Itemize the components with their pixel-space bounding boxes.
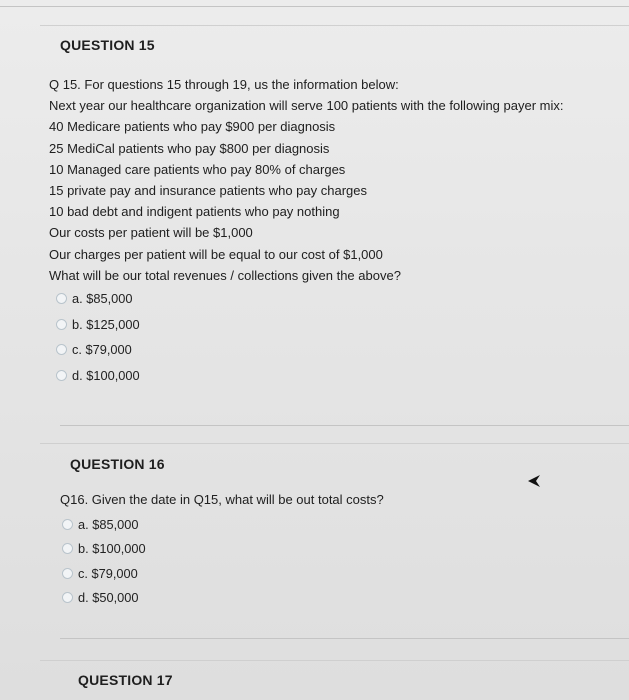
question-line: Q16. Given the date in Q15, what will be out total costs? (60, 492, 384, 507)
option-label: b. $125,000 (72, 316, 140, 332)
option-label: a. $85,000 (78, 516, 139, 532)
divider (0, 6, 629, 7)
question-line: Q 15. For questions 15 through 19, us the information below: (49, 77, 399, 92)
option-a[interactable] (62, 512, 146, 537)
question-15-text (49, 74, 563, 286)
option-d[interactable] (56, 363, 140, 389)
question-line: 10 bad debt and indigent patients who pay nothing (49, 204, 340, 220)
option-b[interactable] (62, 537, 146, 562)
question-16-options (62, 512, 146, 610)
divider (40, 660, 629, 661)
option-label: c. $79,000 (78, 565, 138, 581)
question-line: 15 private pay and insurance patients who pay charges (49, 183, 367, 199)
option-c[interactable] (56, 337, 140, 363)
question-line: Our costs per patient will be $1,000 (49, 225, 253, 241)
option-d[interactable] (62, 586, 146, 611)
radio-button[interactable] (62, 592, 73, 603)
option-c[interactable] (62, 561, 146, 586)
option-label: c. $79,000 (72, 342, 132, 358)
divider (40, 25, 629, 26)
radio-button[interactable] (62, 568, 73, 579)
question-15-title: QUESTION 15 (60, 37, 155, 53)
radio-button[interactable] (56, 293, 67, 304)
option-b[interactable] (56, 312, 140, 338)
question-line: What will be our total revenues / collections given the above? (49, 267, 401, 283)
option-label: a. $85,000 (72, 291, 133, 307)
divider (60, 638, 629, 639)
question-line: Our charges per patient will be equal to our cost of $1,000 (49, 246, 383, 262)
radio-button[interactable] (56, 370, 67, 381)
question-line: 40 Medicare patients who pay $900 per diagnosis (49, 119, 336, 135)
option-a[interactable] (56, 286, 140, 312)
question-line: Next year our healthcare organization will serve 100 patients with the following payer mix: (49, 98, 564, 114)
question-line: 10 Managed care patients who pay 80% of charges (49, 161, 346, 177)
radio-button[interactable] (62, 519, 73, 530)
option-label: d. $50,000 (78, 590, 139, 606)
question-15-options (56, 286, 140, 388)
question-16-title: QUESTION 16 (70, 456, 165, 472)
question-16-text (60, 489, 384, 510)
cursor-icon (527, 474, 541, 488)
radio-button[interactable] (62, 543, 73, 554)
radio-button[interactable] (56, 344, 67, 355)
radio-button[interactable] (56, 319, 67, 330)
question-line: 25 MediCal patients who pay $800 per diagnosis (49, 140, 330, 156)
option-label: d. $100,000 (72, 367, 140, 383)
question-17-title: QUESTION 17 (78, 672, 173, 688)
divider (40, 443, 629, 444)
divider (60, 425, 629, 426)
option-label: b. $100,000 (78, 541, 146, 557)
